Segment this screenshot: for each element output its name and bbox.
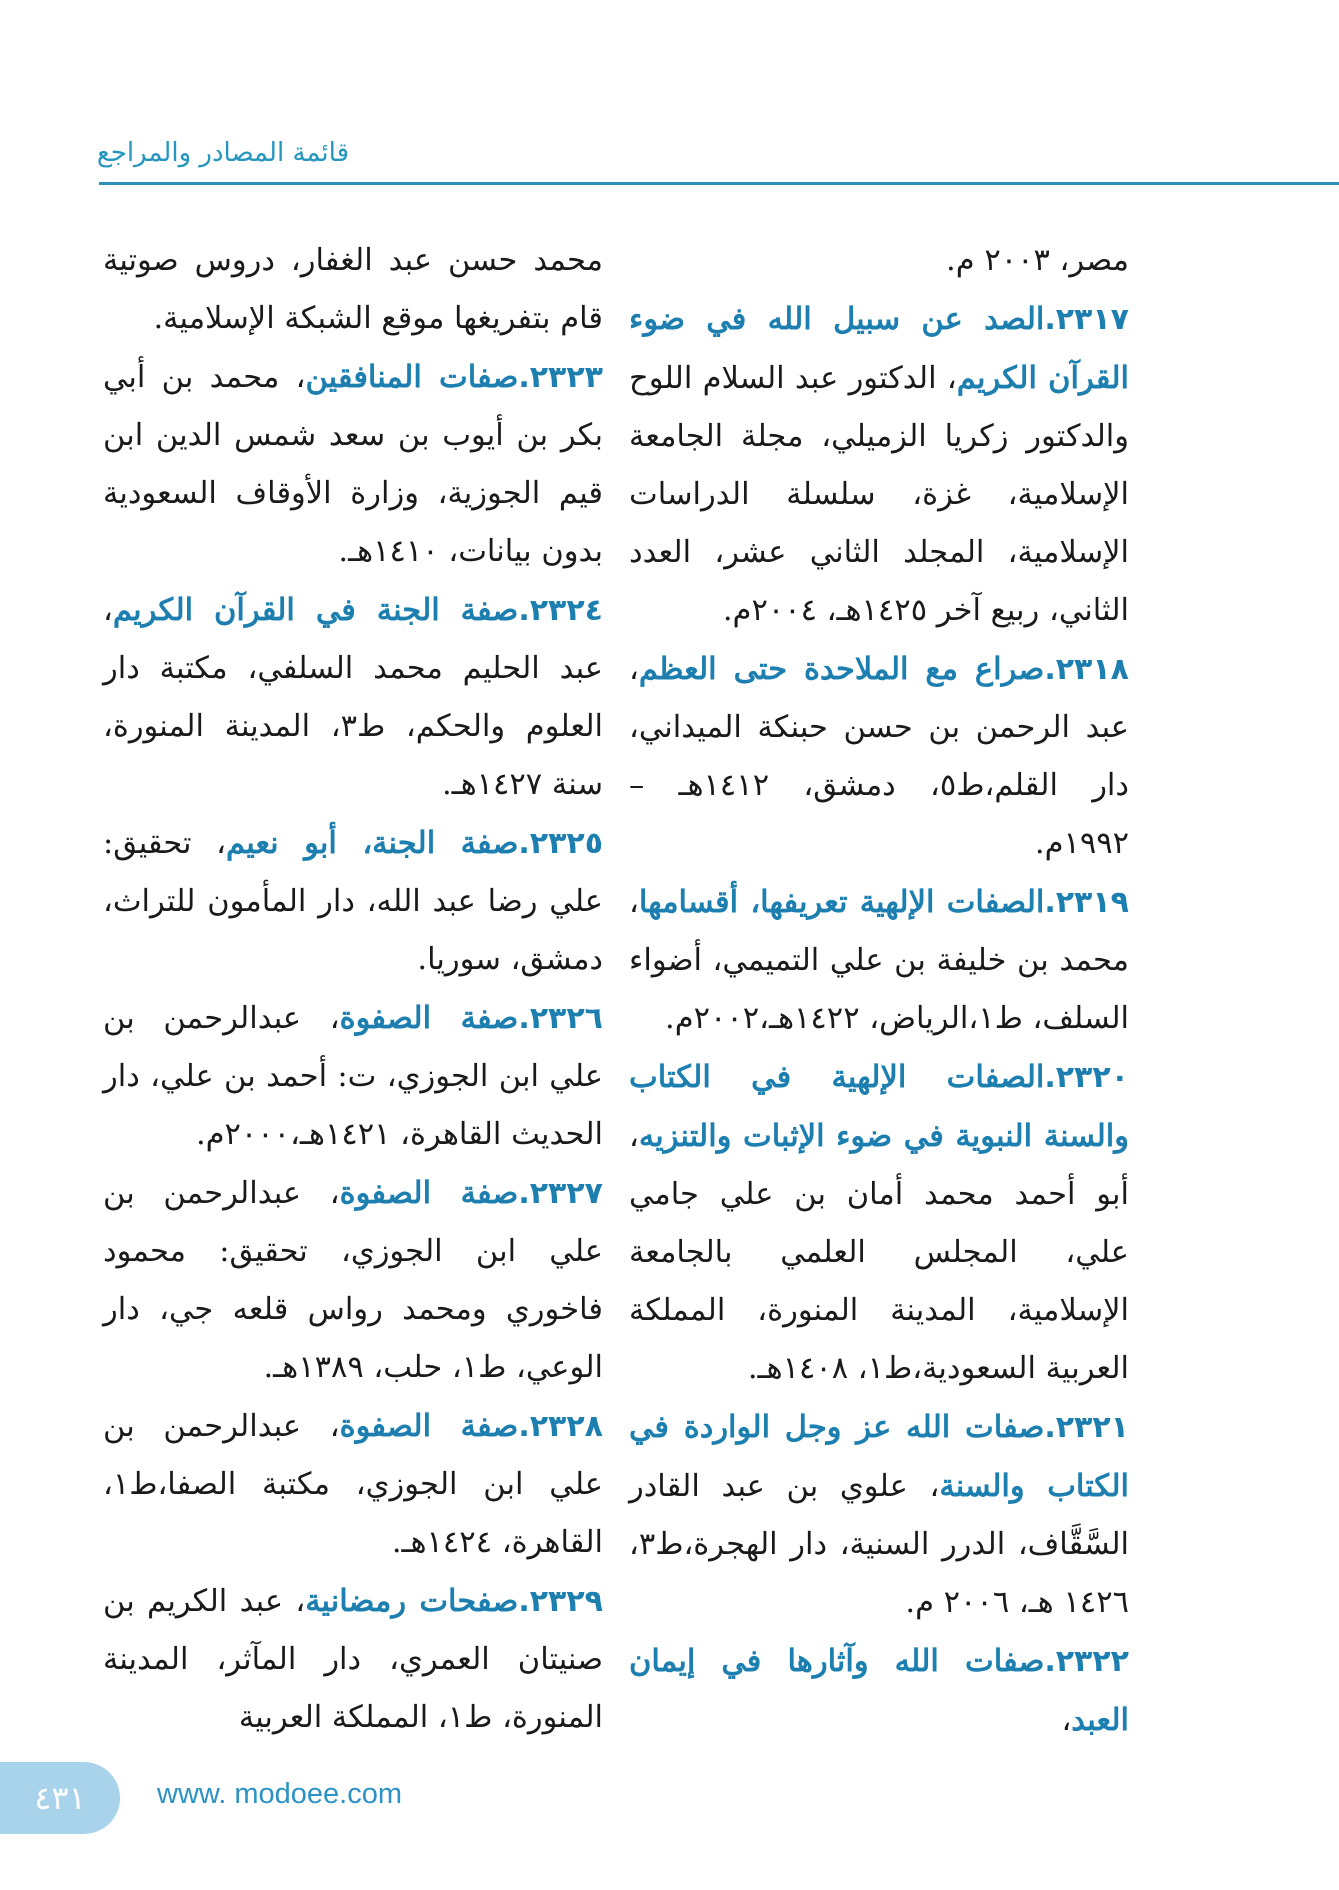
- entry-body: ، محمد بن أبي بكر بن أيوب بن سعد شمس الدين ابن قيم الجوزية، وزارة الأوقاف السعودية بدون بيانات، ١٤١٠هـ.: [103, 360, 603, 569]
- entry-body: ، علوي بن عبد القادر السَّقَّاف، الدرر السنية، دار الهجرة،ط٣، ١٤٢٦ هـ، ٢٠٠٦ م.: [629, 1469, 1129, 1620]
- entry-number: ٢٣٢٦.: [518, 1001, 603, 1036]
- entry-body: ، عبدالرحمن بن علي ابن الجوزي، ت: أحمد بن علي، دار الحديث القاهرة، ١٤٢١هـ،٢٠٠٠م.: [103, 1001, 603, 1152]
- bibliography-entry: [629, 290, 1129, 640]
- entry-number: ٢٣٢٠.: [1044, 1060, 1129, 1095]
- entry-body: ، عبدالرحمن بن علي ابن الجوزي، مكتبة الصفا،ط١، القاهرة، ١٤٢٤هـ.: [103, 1409, 603, 1560]
- entry-body: ، عبدالرحمن بن علي ابن الجوزي، تحقيق: محمود فاخوري ومحمد رواس قلعه جي، دار الوعي، ط١، حلب، ١٣٨٩هـ.: [103, 1176, 603, 1385]
- bibliography-entry: [103, 1164, 603, 1397]
- entry-number: ٢٣٢٤.: [518, 593, 603, 628]
- entry-number: ٢٣٢١.: [1044, 1410, 1129, 1445]
- entry-title: صفة الصفوة: [339, 1175, 519, 1211]
- entry-number: ٢٣٢٧.: [518, 1176, 603, 1211]
- entry-body: ، تحقيق: علي رضا عبد الله، دار المأمون للتراث، دمشق، سوريا.: [103, 826, 603, 977]
- entry-title: الصفات الإلهية تعريفها، أقسامها: [638, 884, 1045, 920]
- entry-title: صفة الصفوة: [339, 1000, 519, 1036]
- footer-website-link[interactable]: www. modoee.com: [157, 1778, 402, 1810]
- entry-body: ، أبو أحمد محمد أمان بن علي جامي علي، المجلس العلمي بالجامعة الإسلامية، المدينة المنورة، المملكة العربية السعودية،ط١، ١٤٠٨هـ.: [629, 1119, 1129, 1386]
- bibliography-entry: [629, 1048, 1129, 1398]
- entry-body: ، عبد الرحمن بن حسن حبنكة الميداني، دار القلم،ط٥، دمشق، ١٤١٢هـ – ١٩٩٢م.: [629, 652, 1129, 861]
- entry-body: ، عبد الكريم بن صنيتان العمري، دار المآثر، المدينة المنورة، ط١، المملكة العربية: [103, 1584, 603, 1735]
- entry-number: ٢٣٢٥.: [518, 826, 604, 861]
- left-column: [103, 232, 603, 1747]
- entry-title: صفة الجنة في القرآن الكريم: [112, 592, 519, 628]
- entry-title: صفة الجنة، أبو نعيم: [225, 825, 519, 861]
- entry-body: ، الدكتور عبد السلام اللوح والدكتور زكريا الزميلي، مجلة الجامعة الإسلامية، غزة، سلسلة الدراسات الإسلامية، المجلد الثاني عشر، العدد الثاني، ربيع آخر ١٤٢٥هـ، ٢٠٠٤م.: [629, 361, 1129, 628]
- bibliography-entry: [103, 989, 603, 1164]
- bibliography-entry: [103, 814, 603, 989]
- entry-title: صفات الله عز وجل الواردة في الكتاب والسنة: [629, 1409, 1130, 1504]
- entry-title: صفة الصفوة: [339, 1408, 519, 1444]
- bibliography-entry: [629, 640, 1129, 873]
- continuation-text: مصر، ٢٠٠٣ م.: [946, 243, 1129, 278]
- entry-number: ٢٣٢٩.: [518, 1584, 603, 1619]
- entry-title: الصد عن سبيل الله في ضوء القرآن الكريم: [629, 301, 1130, 396]
- entry-title: صفات المنافقين: [305, 359, 519, 395]
- bibliography-entry: [103, 1397, 603, 1572]
- continuation-text: محمد حسن عبد الغفار، دروس صوتية قام بتفريغها موقع الشبكة الإسلامية.: [103, 243, 603, 336]
- right-column: [629, 232, 1129, 1750]
- entry-number: ٢٣٢٣.: [518, 360, 603, 395]
- entry-title: الصفات الإلهية في الكتاب والسنة النبوية في ضوء الإثبات والتنزيه: [629, 1059, 1129, 1154]
- bibliography-entry: [629, 1398, 1129, 1632]
- entry-body: ،: [1061, 1703, 1072, 1738]
- entry-title: صفات الله وآثارها في إيمان العبد: [629, 1643, 1129, 1738]
- bibliography-entry: [103, 348, 603, 581]
- entry-title: صفحات رمضانية: [305, 1583, 519, 1619]
- entry-number: ٢٣٢٢.: [1044, 1644, 1129, 1679]
- page-number: ٤٣١: [34, 1779, 86, 1817]
- entry-number: ٢٣٢٨.: [518, 1409, 603, 1444]
- running-header-title: قائمة المصادر والمراجع: [96, 138, 349, 168]
- page-number-badge: [0, 1762, 120, 1834]
- bibliography-entry: [629, 873, 1129, 1048]
- bibliography-entry: [629, 1632, 1129, 1750]
- entry-body: ، عبد الحليم محمد السلفي، مكتبة دار العلوم والحكم، ط٣، المدينة المنورة، سنة ١٤٢٧هـ.: [103, 593, 603, 802]
- entry-number: ٢٣١٨.: [1044, 652, 1129, 687]
- bibliography-entry: [103, 1572, 603, 1747]
- entry-body: ، محمد بن خليفة بن علي التميمي، أضواء السلف، ط١،الرياض، ١٤٢٢هـ،٢٠٠٢م.: [629, 885, 1129, 1036]
- bibliography-entry: [103, 581, 603, 814]
- entry-number: ٢٣١٧.: [1044, 302, 1129, 337]
- header-divider: [99, 182, 1339, 185]
- entry-title: صراع مع الملاحدة حتى العظم: [638, 651, 1045, 687]
- entry-number: ٢٣١٩.: [1044, 885, 1129, 920]
